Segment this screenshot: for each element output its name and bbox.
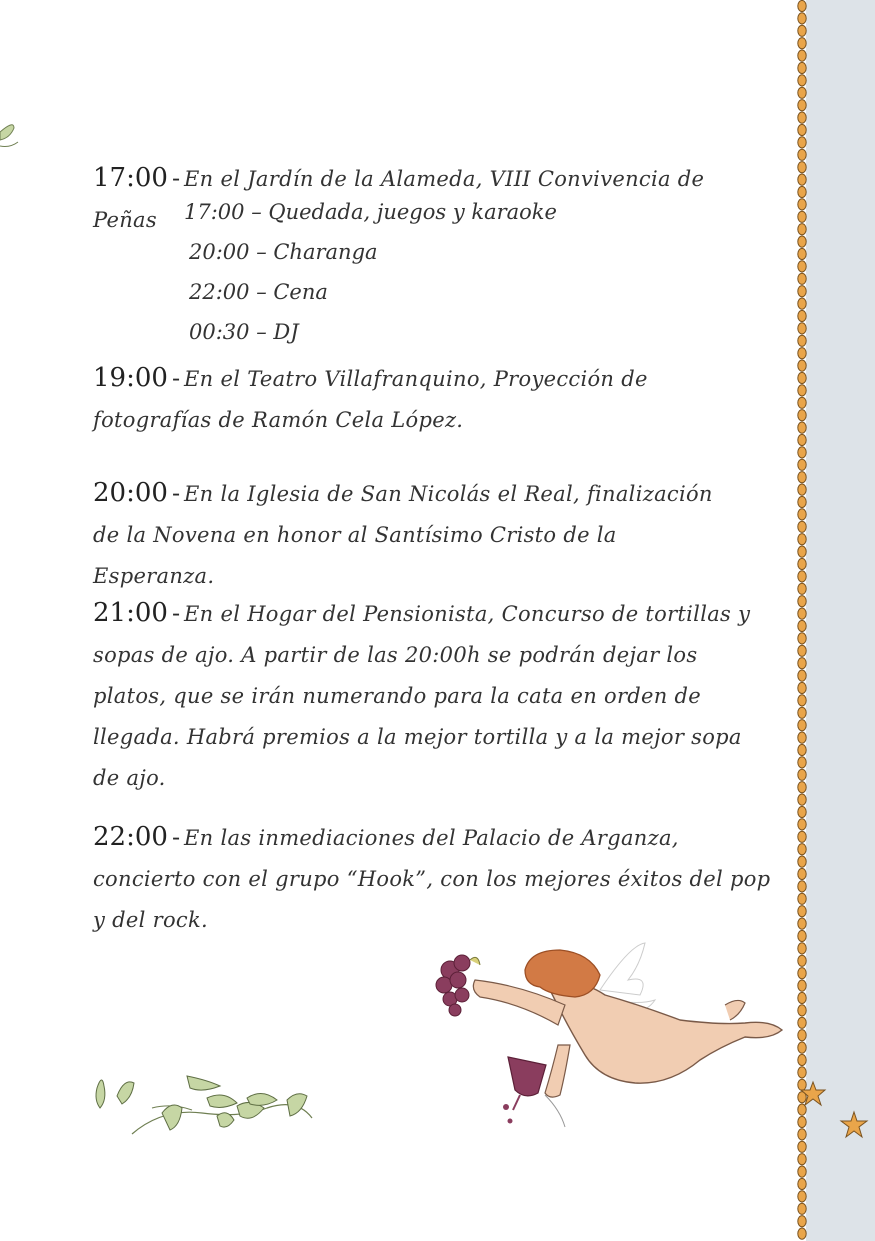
- bead: [798, 1141, 806, 1152]
- bead: [798, 819, 806, 830]
- cherub-illustration: [400, 935, 790, 1135]
- bead: [798, 211, 806, 222]
- sub-item-quedada: 17:00 – Quedada, juegos y karaoke: [184, 200, 557, 224]
- bead: [798, 25, 806, 36]
- bead: [798, 757, 806, 768]
- entry-dash: -: [171, 479, 181, 507]
- bead: [798, 534, 806, 545]
- bead: [798, 670, 806, 681]
- bead: [798, 199, 806, 210]
- bead: [798, 571, 806, 582]
- sub-item-cena: 22:00 – Cena: [189, 280, 328, 304]
- bead: [798, 422, 806, 433]
- bead: [798, 583, 806, 594]
- bead: [798, 509, 806, 520]
- bead: [798, 645, 806, 656]
- entry-dash: -: [171, 364, 181, 392]
- bead: [798, 310, 806, 321]
- bead: [798, 1054, 806, 1065]
- entry-time: 17:00: [93, 163, 168, 193]
- star-icon: [838, 1110, 870, 1142]
- bead: [798, 1191, 806, 1202]
- entry-text: En el Hogar del Pensionista, Concurso de tortillas y sopas de ajo. A partir de las 20:00h se podrán dejar los platos, que se irán numerando para la cata en orden de llegada. Habrá premios a la mejor tortilla y a la mejor sopa de ajo.: [93, 602, 751, 790]
- bead: [798, 1154, 806, 1165]
- bead: [798, 248, 806, 259]
- bead: [798, 298, 806, 309]
- bead: [798, 236, 806, 247]
- bead: [798, 1017, 806, 1028]
- entry-dash: -: [171, 164, 181, 192]
- bead: [798, 323, 806, 334]
- bead: [798, 0, 806, 11]
- entry-text: En la Iglesia de San Nicolás el Real, finalización de la Novena en honor al Santísimo Cristo de la Esperanza.: [93, 482, 713, 588]
- bead: [798, 1166, 806, 1177]
- bead: [798, 1030, 806, 1041]
- bead: [798, 1203, 806, 1214]
- bead: [798, 484, 806, 495]
- bead: [798, 13, 806, 24]
- bead: [798, 385, 806, 396]
- bead: [798, 1216, 806, 1227]
- bead: [798, 596, 806, 607]
- sub-item-charanga: 20:00 – Charanga: [189, 240, 378, 264]
- bead: [798, 112, 806, 123]
- bead: [798, 918, 806, 929]
- bead: [798, 1129, 806, 1140]
- bead: [798, 1042, 806, 1053]
- entry-time: 19:00: [93, 363, 168, 393]
- bead: [798, 707, 806, 718]
- entry-time: 22:00: [93, 822, 168, 852]
- bead: [798, 137, 806, 148]
- bead: [798, 806, 806, 817]
- bead: [798, 558, 806, 569]
- bead: [798, 682, 806, 693]
- bead: [798, 174, 806, 185]
- star-icon: [798, 1080, 828, 1108]
- bead: [798, 968, 806, 979]
- bead: [798, 782, 806, 793]
- bead: [798, 472, 806, 483]
- bead: [798, 75, 806, 86]
- bead: [798, 608, 806, 619]
- bead: [798, 1067, 806, 1078]
- bead: [798, 1178, 806, 1189]
- entry-time: 21:00: [93, 598, 168, 628]
- bead: [798, 1228, 806, 1239]
- bead: [798, 856, 806, 867]
- schedule-entry-2000: [93, 473, 733, 597]
- bead: [798, 943, 806, 954]
- bead: [798, 360, 806, 371]
- bead: [798, 459, 806, 470]
- bead: [798, 930, 806, 941]
- schedule-entry-1900: [93, 358, 733, 441]
- bead: [798, 87, 806, 98]
- bead: [798, 794, 806, 805]
- bead: [798, 335, 806, 346]
- bead: [798, 1005, 806, 1016]
- bead: [798, 50, 806, 61]
- bead-chain-border: [795, 0, 809, 1241]
- vine-leaf-icon: [0, 112, 22, 152]
- sidebar-panel: [806, 0, 875, 1241]
- bead: [798, 633, 806, 644]
- bead: [798, 162, 806, 173]
- bead: [798, 980, 806, 991]
- sub-item-dj: 00:30 – DJ: [189, 320, 299, 344]
- bead: [798, 831, 806, 842]
- vine-leaves-decoration: [92, 1068, 317, 1140]
- bead: [798, 273, 806, 284]
- bead: [798, 124, 806, 135]
- bead: [798, 397, 806, 408]
- entry-text: En el Teatro Villafranquino, Proyección de fotografías de Ramón Cela López.: [93, 367, 648, 432]
- bead: [798, 881, 806, 892]
- bead: [798, 868, 806, 879]
- bead: [798, 372, 806, 383]
- bead: [798, 186, 806, 197]
- bead: [798, 224, 806, 235]
- schedule-entry-2100: [93, 593, 753, 799]
- bead: [798, 496, 806, 507]
- bead: [798, 893, 806, 904]
- bead: [798, 992, 806, 1003]
- bead: [798, 769, 806, 780]
- bead: [798, 410, 806, 421]
- bead: [798, 100, 806, 111]
- bead: [798, 62, 806, 73]
- bead: [798, 261, 806, 272]
- entry-dash: -: [171, 823, 181, 851]
- entry-text: En el Jardín de la Alameda, VIII Convivencia de Peñas: [93, 167, 705, 232]
- bead: [798, 546, 806, 557]
- bead: [798, 744, 806, 755]
- bead: [798, 658, 806, 669]
- bead: [798, 1116, 806, 1127]
- bead: [798, 620, 806, 631]
- bead: [798, 149, 806, 160]
- bead: [798, 720, 806, 731]
- bead: [798, 906, 806, 917]
- bead: [798, 844, 806, 855]
- bead: [798, 732, 806, 743]
- bead: [798, 434, 806, 445]
- schedule-entry-2200: [93, 817, 773, 941]
- bead: [798, 695, 806, 706]
- bead: [798, 348, 806, 359]
- bead: [798, 38, 806, 49]
- bead: [798, 955, 806, 966]
- bead: [798, 447, 806, 458]
- bead: [798, 521, 806, 532]
- entry-text: En las inmediaciones del Palacio de Arganza, concierto con el grupo “Hook”, con los mejores éxitos del pop y del rock.: [93, 826, 771, 932]
- entry-time: 20:00: [93, 478, 168, 508]
- entry-dash: -: [171, 599, 181, 627]
- bead: [798, 286, 806, 297]
